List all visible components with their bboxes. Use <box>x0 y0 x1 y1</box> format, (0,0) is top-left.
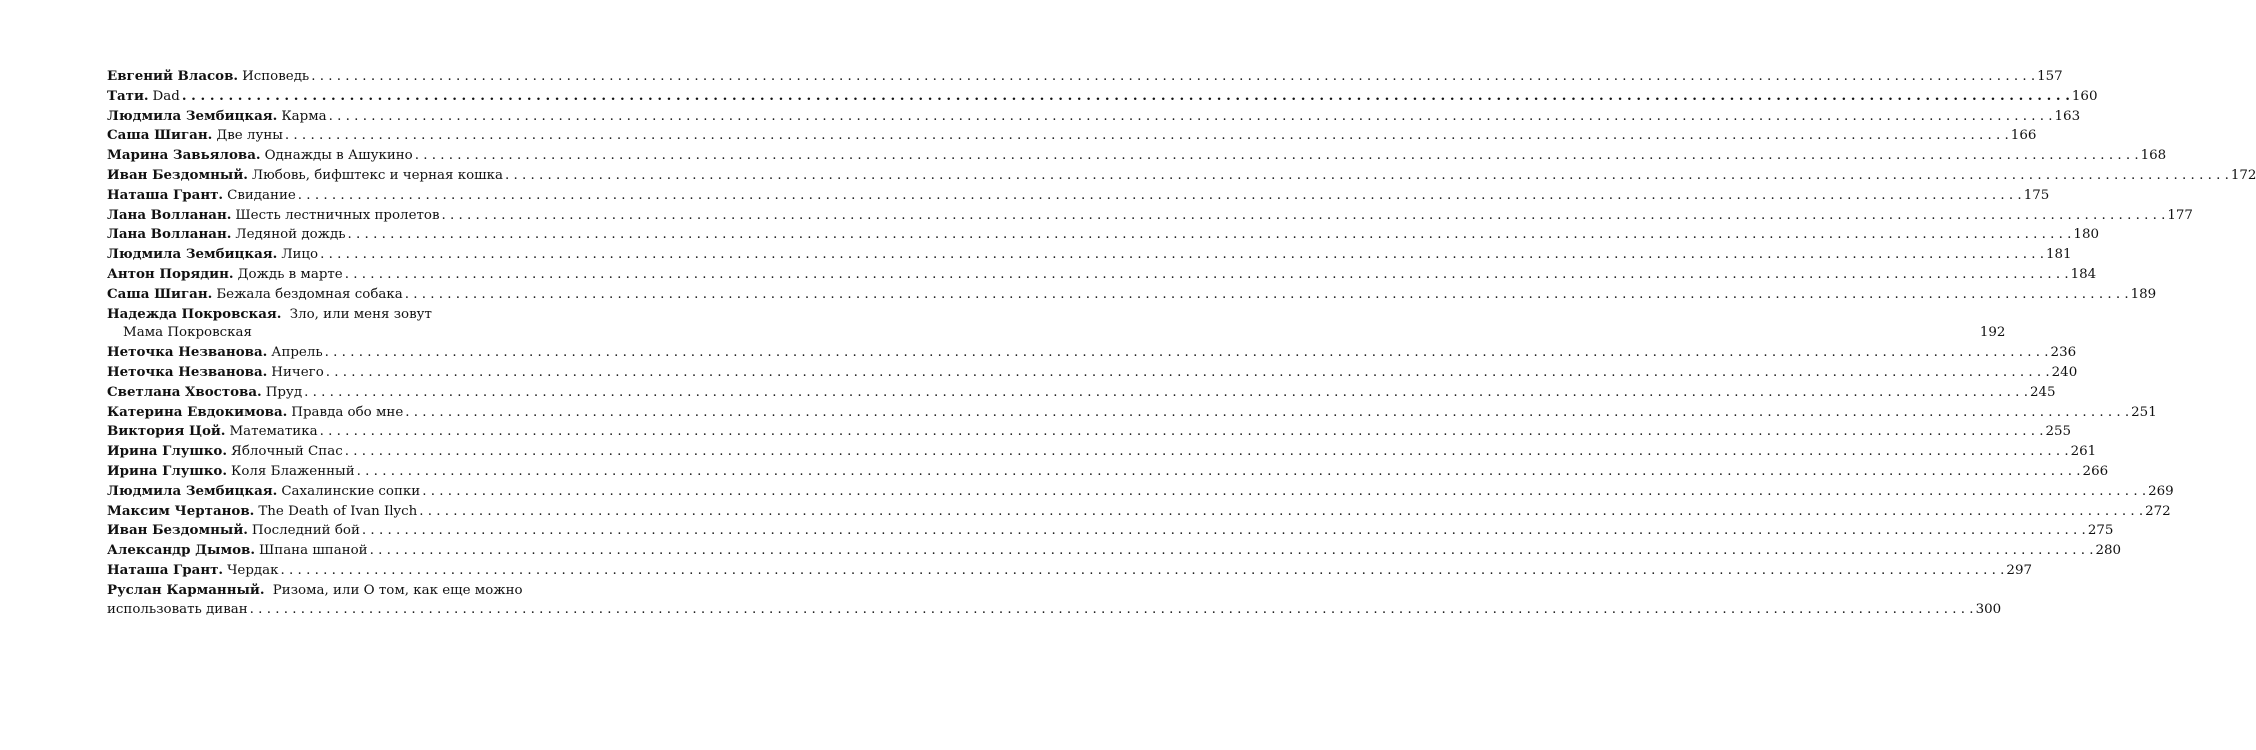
toc-title: Карма <box>281 108 327 124</box>
dot-leader <box>422 483 2146 502</box>
dot-leader <box>325 344 2049 363</box>
dot-leader <box>298 187 2022 206</box>
toc-title: Сахалинские сопки <box>281 483 421 499</box>
toc-page-number: 266 <box>2082 463 2109 479</box>
toc-author: Неточка Незванова. <box>107 363 268 380</box>
dot-leader <box>320 246 2044 265</box>
toc-entry <box>107 305 2006 344</box>
toc-entry <box>107 67 2063 87</box>
toc-title: Dad <box>152 88 180 104</box>
toc-entry <box>107 482 2174 502</box>
toc-author: Надежда Покровская. <box>107 305 282 322</box>
toc-author: Ирина Глушко. <box>107 443 227 460</box>
toc-title: Правда обо мне <box>291 404 404 420</box>
toc-author: Саша Шиган. <box>107 285 213 302</box>
toc-page-number: 166 <box>2010 128 2037 144</box>
toc-page-number: 189 <box>2130 286 2157 302</box>
toc-page-number: 255 <box>2045 424 2072 440</box>
toc-entry <box>107 87 2098 107</box>
toc-title: Любовь, бифштекс и черная кошка <box>251 167 503 183</box>
toc-entry <box>107 126 2037 146</box>
dot-leader <box>345 443 2069 462</box>
toc-title: Бежала бездомная собака <box>216 286 403 302</box>
toc-title: Исповедь <box>242 69 310 84</box>
toc-entry <box>107 206 2193 226</box>
dot-leader <box>357 463 2081 482</box>
toc-author: Иван Бездомный. <box>107 522 248 539</box>
toc-page-number: 175 <box>2023 187 2050 203</box>
toc-page-number: 157 <box>2037 69 2063 84</box>
toc-author: Людмила Зембицкая. <box>107 107 278 124</box>
toc-page-number: 180 <box>2073 227 2099 243</box>
toc-entry <box>107 166 2256 186</box>
toc-entry <box>107 225 2099 245</box>
toc-entry <box>107 383 2056 403</box>
toc-title: Зло, или меня зовут <box>289 306 432 322</box>
dot-leader <box>326 364 2050 383</box>
toc-title: Последний бой <box>251 523 360 539</box>
toc-page-number: 168 <box>2140 148 2167 164</box>
toc-author: Александр Дымов. <box>107 542 255 559</box>
toc-author: Руслан Карманный. <box>107 581 265 598</box>
toc-entry <box>107 285 2157 305</box>
dot-leader <box>345 266 2069 285</box>
toc-page-number: 251 <box>2131 404 2157 420</box>
toc-page-number: 240 <box>2051 364 2078 380</box>
toc-author: Светлана Хвостова. <box>107 383 262 400</box>
toc-title: Чердак <box>227 562 279 578</box>
toc-page-number: 181 <box>2045 247 2072 263</box>
toc-title: Математика <box>229 424 318 440</box>
toc-entry <box>107 561 2032 581</box>
toc-author: Катерина Евдокимова. <box>107 403 288 420</box>
toc-entry <box>107 245 2072 265</box>
toc-title-continued: Мама Покровская <box>123 325 252 341</box>
toc-title: Коля Блаженный <box>231 463 355 479</box>
toc-entry <box>107 107 2081 127</box>
toc-page-number: 275 <box>2087 523 2114 539</box>
dot-leader <box>320 423 2044 442</box>
dot-leader <box>348 226 2072 245</box>
dot-leader <box>281 562 2005 581</box>
toc-page-number: 160 <box>2071 88 2098 104</box>
toc-author: Тати. <box>107 87 149 104</box>
dot-leader <box>250 601 1974 620</box>
toc-entry <box>107 541 2122 561</box>
toc-author: Виктория Цой. <box>107 423 226 440</box>
toc-title: Ризома, или О том, как еще можно <box>272 582 523 598</box>
toc-page-number: 245 <box>2029 384 2056 400</box>
toc-entry <box>107 146 2167 166</box>
dot-leader <box>182 87 2070 106</box>
toc-title: Шесть лестничных пролетов <box>235 207 440 223</box>
toc-entry <box>107 422 2072 442</box>
toc-page-number: 269 <box>2148 483 2174 499</box>
dot-leader <box>405 404 2129 423</box>
toc-title: Однажды в Ашукино <box>264 148 413 164</box>
toc-entry <box>107 462 2109 482</box>
dot-leader <box>370 542 2094 561</box>
toc-title-continued: использовать диван <box>107 601 248 617</box>
toc-page-number: 192 <box>1979 325 2006 341</box>
toc-title: Шпана шпаной <box>258 543 368 559</box>
dot-leader <box>505 167 2229 186</box>
toc-author: Ирина Глушко. <box>107 462 227 479</box>
dot-leader <box>285 127 2009 146</box>
toc-entry <box>107 343 2077 363</box>
toc-page-number: 297 <box>2006 562 2032 578</box>
toc-author: Людмила Зембицкая. <box>107 482 278 499</box>
toc-title: Ничего <box>271 364 324 380</box>
dot-leader <box>329 108 2053 127</box>
toc-title: Лицо <box>281 247 319 263</box>
toc-page-number: 184 <box>2070 266 2097 282</box>
toc-page-number: 236 <box>2050 345 2077 361</box>
toc-page-number: 163 <box>2054 108 2081 124</box>
table-of-contents <box>107 67 2256 619</box>
toc-title: The Death of Ivan Ilych <box>258 503 418 519</box>
toc-page-number: 177 <box>2167 207 2193 223</box>
toc-author: Иван Бездомный. <box>107 166 248 183</box>
toc-author: Марина Завьялова. <box>107 147 261 164</box>
dot-leader <box>362 522 2086 541</box>
toc-title: Пруд <box>265 384 303 400</box>
toc-author: Неточка Незванова. <box>107 344 268 361</box>
toc-title: Свидание <box>227 187 296 203</box>
dot-leader <box>419 503 2143 522</box>
toc-entry <box>107 265 2097 285</box>
toc-title: Две луны <box>216 128 283 144</box>
toc-entry <box>107 581 2002 620</box>
toc-entry <box>107 363 2078 383</box>
toc-entry <box>107 442 2097 462</box>
toc-title: Дождь в марте <box>237 266 343 282</box>
toc-author: Евгений Власов. <box>107 68 239 84</box>
toc-entry <box>107 502 2171 522</box>
dot-leader <box>304 384 2028 403</box>
toc-author: Лана Волланан. <box>107 206 232 223</box>
toc-page-number: 300 <box>1975 601 2002 617</box>
toc-author: Саша Шиган. <box>107 127 213 144</box>
toc-page-number: 172 <box>2230 167 2256 183</box>
toc-page-number: 261 <box>2070 444 2097 460</box>
toc-entry <box>107 403 2157 423</box>
toc-entry <box>107 186 2050 206</box>
toc-title: Яблочный Спас <box>231 444 343 460</box>
dot-leader <box>442 207 2166 226</box>
toc-author: Наташа Грант. <box>107 561 224 578</box>
toc-entry <box>107 521 2114 541</box>
toc-title: Ледяной дождь <box>235 227 346 243</box>
toc-author: Максим Чертанов. <box>107 502 255 519</box>
dot-leader <box>405 286 2129 305</box>
dot-leader <box>311 68 2035 87</box>
toc-title: Апрель <box>271 345 323 361</box>
toc-page-number: 280 <box>2095 543 2122 559</box>
dot-leader <box>415 147 2139 166</box>
toc-author: Лана Волланан. <box>107 226 232 243</box>
toc-page-number: 272 <box>2145 503 2171 519</box>
toc-author: Людмила Зембицкая. <box>107 246 278 263</box>
toc-author: Антон Порядин. <box>107 265 234 282</box>
toc-author: Наташа Грант. <box>107 186 224 203</box>
